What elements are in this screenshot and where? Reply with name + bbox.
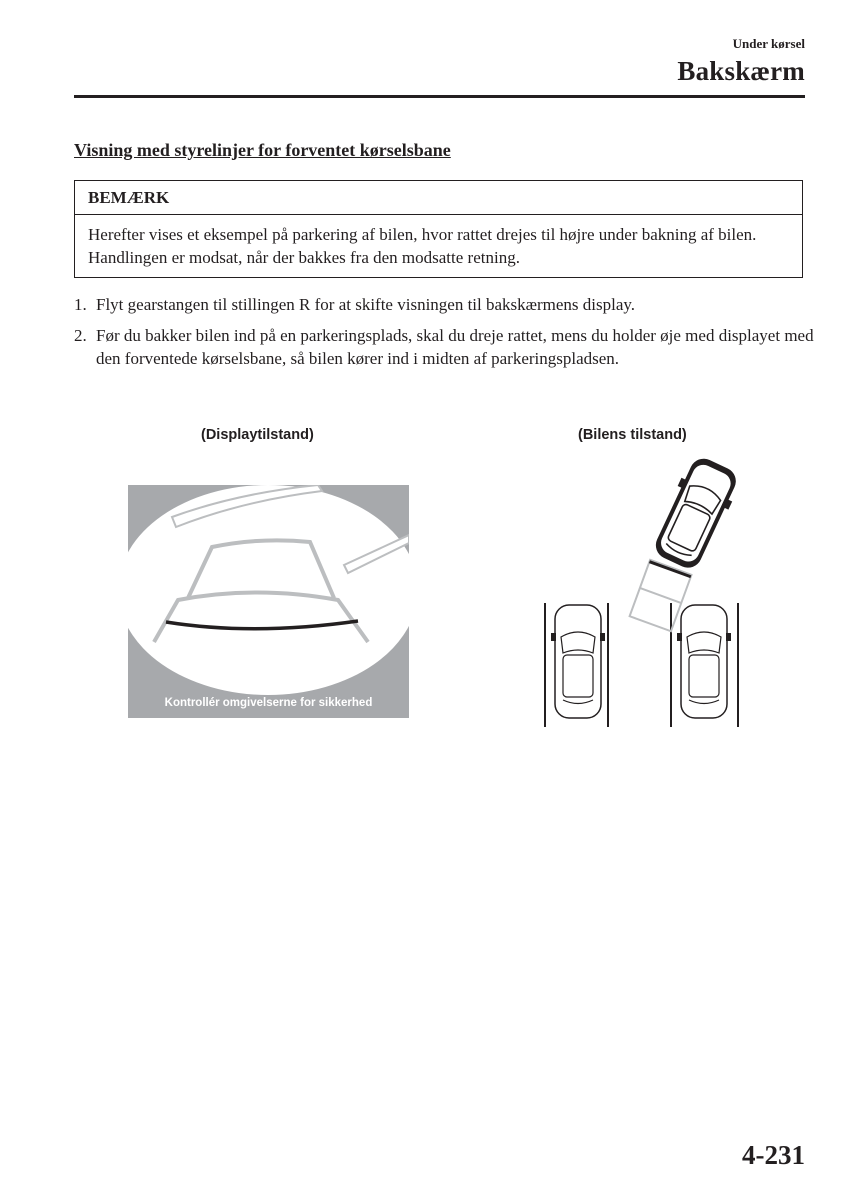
page-number: 4-231 xyxy=(742,1140,805,1170)
reversing-car xyxy=(648,455,744,574)
step-text: Flyt gearstangen til stillingen R for at skifte visningen til bakskærmens display. xyxy=(96,295,636,314)
parked-car-left xyxy=(551,605,605,718)
note-box xyxy=(74,180,803,278)
section-label: Under kørsel xyxy=(732,36,805,51)
note-title: BEMÆRK xyxy=(75,181,802,215)
car-caption: (Bilens tilstand) xyxy=(578,427,687,443)
page-title: Bakskærm xyxy=(677,56,805,86)
parked-car-right xyxy=(677,605,731,718)
step-number: 2. xyxy=(74,326,87,345)
step-text: Før du bakker bilen ind på en parkeringsplads, skal du dreje rattet, mens du holder øje med displayet med den forventede kørselsbane, så bilen kører ind i midten af parkeringspladsen. xyxy=(96,326,814,368)
title-rule xyxy=(74,95,805,98)
step-number: 1. xyxy=(74,295,87,314)
step-item xyxy=(74,324,814,370)
display-caption: (Displaytilstand) xyxy=(201,427,314,443)
rear-camera-display-illustration xyxy=(128,485,409,718)
subheading: Visning med styrelinjer for forventet kørselsbane xyxy=(74,140,451,160)
note-text: Herefter vises et eksempel på parkering af bilen, hvor rattet drejes til højre under bakning af bilen. Handlingen er modsat, når der bakkes fra den modsatte retning. xyxy=(88,225,757,267)
display-warning-text: Kontrollér omgivelserne for sikkerhed xyxy=(164,697,373,709)
step-item xyxy=(74,293,814,316)
car-parking-illustration xyxy=(535,455,765,730)
steps-list xyxy=(74,293,814,378)
